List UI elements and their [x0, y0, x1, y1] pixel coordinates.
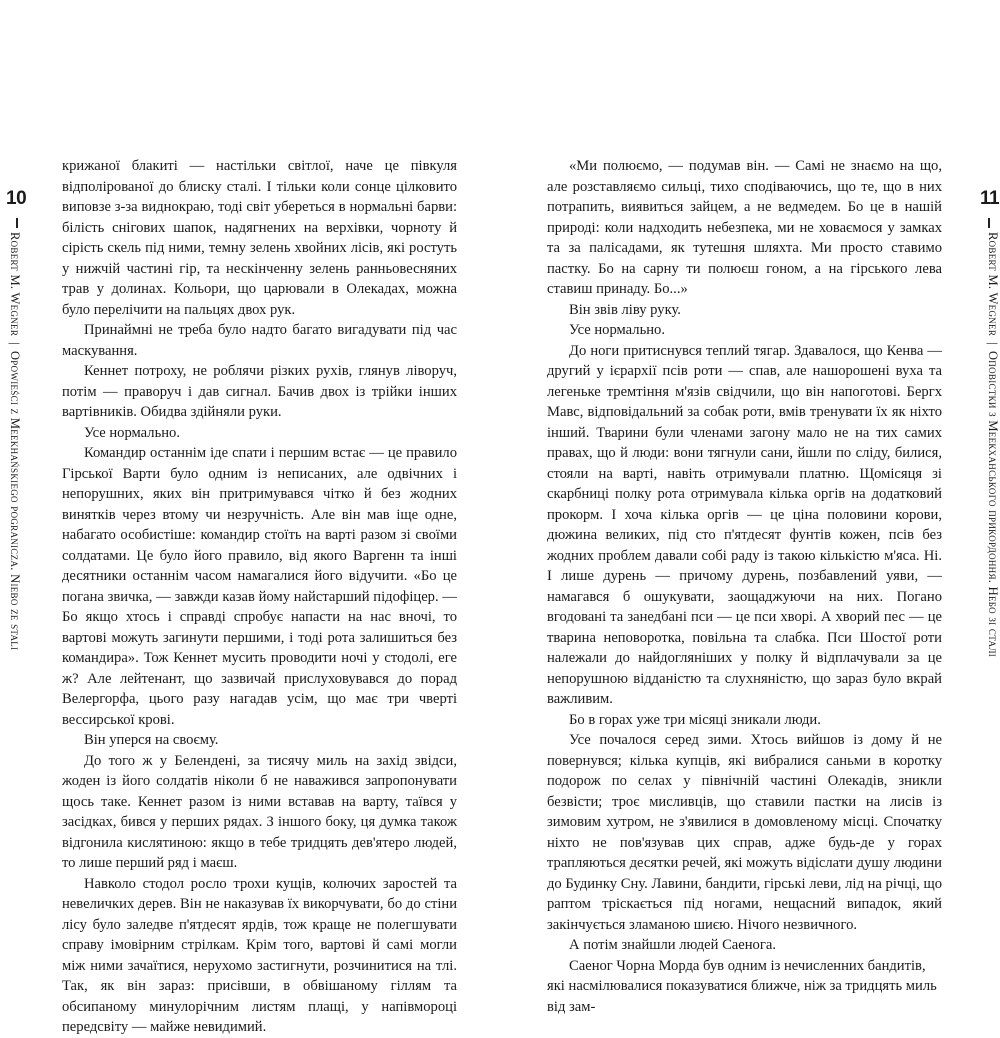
paragraph: Бо в горах уже три місяці зникали люди.	[569, 711, 821, 728]
body-text	[62, 156, 457, 1038]
page-number: 11	[980, 188, 1000, 209]
paragraph: До ноги притиснувся теплий тягар. Здавалося, що Кенва — другий у ієрархії псів роти — спав, але нашорошені вуха та легеньке тремтіння м'язів свідчили, що він напоготові. Бергх Мавс, відповідальний за собак роти, вмів тренувати їх як ніхто інший. Тварини були членами загону мало не на тих самих правах, що й люди: вони тягнули сани, йшли по сліду, билися, стояли на варті, навіть отримували платню. Щомісяця зі скарбниці полку рота отримувала кілька оргів на додатковий прокорм. І хоча кілька оргів — це ціна половини корови, дюжина великих, під сто п'ятдесят фунтів кожен, псів без жодних проблем давали собі раду із такою кількістю м'яса. Ні. І лише дурень — причому дурень, позбавлений уяви, — намагався б ошукувати, заощаджуючи на них. Погано вгодовані та занедбані пси — це пси хворі. А хворий пес — це тварина неповоротка, повільна та слабка. Пси Шостої роти належали до найдогляніших у полку й відплачували за це непорушною відданістю та слухняністю, що зараз було вкрай важливим.	[547, 342, 942, 707]
paragraph: Усе нормально.	[84, 424, 180, 441]
paragraph: До того ж у Белендені, за тисячу миль на захід звідси, жоден із його солдатів ніколи б не наважився запропонувати щось таке. Кеннет разом із ними вставав на варту, таївся у засідках, бився у перших рядах. З іншого боку, ця думка також відгонила кислятиною: якщо в тебе тридцять дев'ятеро людей, то лише перший ряд і маєш.	[62, 752, 457, 871]
body-text	[547, 156, 942, 1017]
page-number: 10	[6, 188, 27, 209]
running-head-title: Оповістки з Меекханського прикордоння. Небо зі сталі	[986, 350, 1000, 658]
running-head-separator: |	[986, 342, 1000, 345]
running-head-author: Robert M. Wegner	[986, 232, 1000, 337]
paragraph: Кеннет потроху, не роблячи різких рухів, глянув ліворуч, потім — праворуч і дав сигнал. Бачив двох із трійки інших вартівників. Обидва здійняли руки.	[62, 363, 457, 420]
right-page	[500, 0, 1000, 1015]
left-page	[0, 0, 500, 1035]
paragraph: крижаної блакиті — настільки світлої, наче це півкуля відполірованої до блиску сталі. І тільки коли сонце цілковито виповзе з-за виднокраю, тоді світ убереться в нормальні барви: білість снігових шапок, надягнених на верхівки, чорноту й сірість скель під ними, темну зелень хвойних лісів, які ростуть у нижчій частині гір, та нескінченну зелень ранньовесняних трав у долинах. Кольори, що царювали в Олекадах, можна було перелічити на пальцях двох рук.	[62, 158, 457, 318]
paragraph: «Ми полюємо, — подумав він. — Самі не знаємо на що, але розставляємо сильці, тихо сподіваючись, що те, що в них потрапить, виявиться зайцем, а не ведмедем. Бо це в нашій природі: коли надходить небезпека, ми не ховаємося у замках та за палісадами, як тутешня шляхта. Ми просто ставимо пастку. Бо на сарну ти полюєш гоном, а на гірського лева ставиш принаду. Бо...»	[547, 158, 942, 297]
running-head-separator: |	[8, 342, 22, 345]
paragraph: Командир останнім іде спати і першим встає — це правило Гірської Варти було одним із неписаних, але одвічних і непорушних, яких він притримувався чітко й без жодних винятків через втому чи незручність. Але він мав іще одне, набагато особистіше: командир стоїть на варті разом зі своїми солдатами. Це було його правило, від якого Варгенн та інші десятники останнім часом намагалися його відучити. «Бо це погана звичка, — завжди казав йому найстарший підофіцер. — Бо якщо хтось і справді спробує напасти на нас вночі, то вартові можуть загинути першими, і тоді рота залишиться без командира». Тож Кеннет мусить проводити ночі у стодолі, еге ж? Але лейтенант, що зазвичай прислуховувався до порад Велергорфа, цього разу нагадав усім, що має три чверті вессирської крові.	[62, 445, 457, 728]
running-head	[7, 232, 22, 650]
folio-rule	[16, 218, 18, 228]
paragraph: Він звів ліву руку.	[569, 301, 681, 318]
paragraph: А потім знайшли людей Саенога.	[569, 937, 776, 953]
running-head	[985, 232, 1000, 657]
paragraph: Усе почалося серед зими. Хтось вийшов із дому й не повернувся; кілька купців, які вибралися саньми в коротку подорож по селах у північній частині Олекадів, зникли безвісти; троє мисливців, що ставили пастки на лисів із зимовим хутром, не з'явилися в домовленому місці. Спочатку ніхто не пов'язував цих справ, адже будь-де у горах трапляються десятки речей, які можуть відіслати душу людини до Будинку Сну. Лавини, бандити, гірські леви, лід на річці, що раптом тріскається під ногами, нещасний випадок, який закінчується зламаною шиєю. Нічого незвичного.	[547, 732, 942, 933]
running-head-author: Robert M. Wegner	[8, 232, 22, 337]
paragraph: Він уперся на своєму.	[84, 732, 219, 748]
folio-rule	[988, 218, 990, 228]
paragraph: Навколо стодол росло трохи кущів, колючих заростей та невеличких дерев. Він не наказував їх викорчувати, бо до стіни лісу було заледве п'ятдесят ярдів, тож краще не полегшувати справу імовірним стрілкам. Крім того, вартові й самі могли між ними зачаїтися, нерухомо застигнути, розчинитися на тлі. Так, як він зараз: присівши, в обвішаному гіллям та обсипаному минулорічним листям плащі, у напівмороці передсвіту — майже невидимий.	[62, 875, 457, 1035]
paragraph: Усе нормально.	[569, 322, 665, 338]
running-head-title: Opowieści z Meekhańskiego pogranicza. Niebo ze stali	[8, 350, 22, 651]
paragraph: Саеног Чорна Морда був одним із нечисленних бандитів, які насмілювалися показуватися ближче, ніж за тридцять миль від зам-	[547, 957, 937, 1015]
paragraph: Принаймні не треба було надто багато вигадувати під час маскування.	[62, 322, 457, 359]
